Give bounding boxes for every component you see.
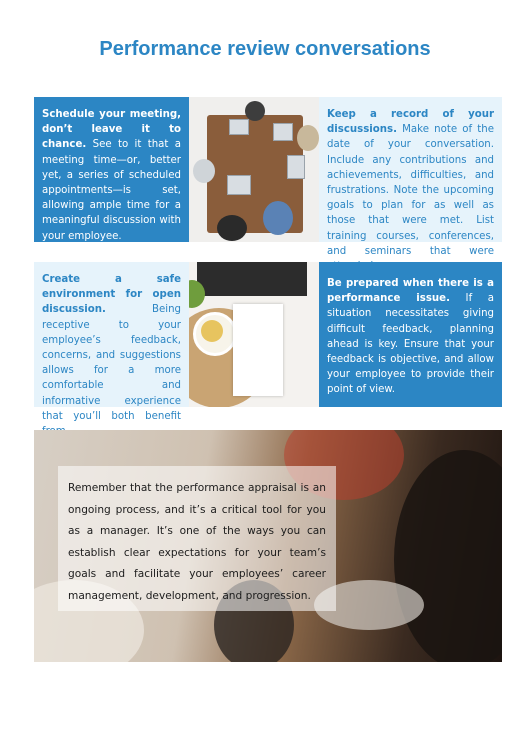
closing-quote <box>58 466 336 611</box>
record-body: Make note of the date of your conversation. Include any contributions and achievements, difficulties, and frustrations. Note the upcoming goals to plan for as well as those that were met. List training courses, conferences, and seminars that were <box>327 124 494 257</box>
safe-environment-heading: Create a safe environment for open discussion. <box>42 274 181 316</box>
prepared-heading: Be prepared when there is a performance issue. <box>327 278 494 305</box>
closing-text: Remember that the performance appraisal is an ongoing process, and it’s a critical tool for you as a manager. It’s one of the ways you can establish clear expectations for your team’s goals and facilitate your employees’ career management, development, and progression. <box>68 482 326 602</box>
meeting-photo <box>189 97 319 242</box>
prepared-panel <box>319 262 502 407</box>
prepared-body: If a situation necessitates giving difficult feedback, planning ahead is key. Ensure that your feedback is objective, and allow your employee to provide their point of view. <box>327 293 495 396</box>
schedule-heading: Schedule your meeting, don’t leave it to chance. <box>42 109 181 151</box>
safe-environment-panel <box>34 262 189 422</box>
schedule-panel <box>34 97 189 242</box>
record-panel <box>319 97 502 257</box>
desk-photo <box>189 262 319 407</box>
record-heading: Keep a record of your discussions. <box>327 109 494 136</box>
schedule-body: See to it that a meeting time—or, better yet, a series of scheduled appointments—is set, allowing ample time for a meaningful discussion with your employee. <box>42 139 181 242</box>
safe-environment-body: Being receptive to your employee’s feedback, concerns, and suggestions allows for a more comfortable and informative experience that you’ll both benefit <box>42 304 181 422</box>
page-title: Performance review conversations <box>99 38 431 60</box>
